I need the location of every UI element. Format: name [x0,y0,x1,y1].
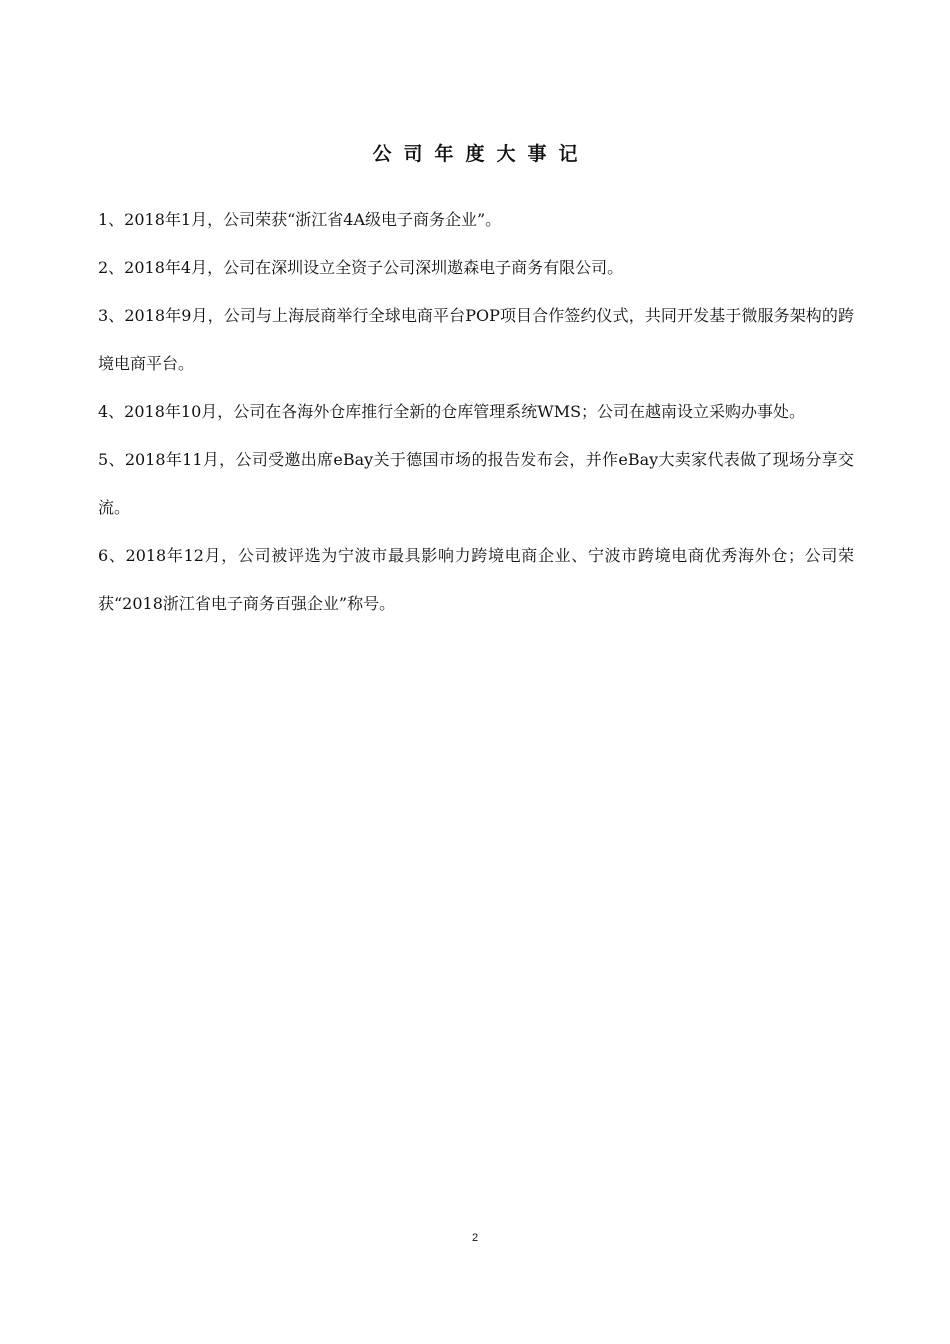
event-item-1: 1、2018年1月，公司荣获“浙江省4A级电子商务企业”。 [98,210,502,229]
event-item-6: 6、2018年12月，公司被评选为宁波市最具影响力跨境电商企业、宁波市跨境电商优秀海外仓；公司荣获“2018浙江省电子商务百强企业”称号。 [98,546,854,613]
event-item-4: 4、2018年10月，公司在各海外仓库推行全新的仓库管理系统WMS；公司在越南设立采购办事处。 [98,402,806,421]
event-list [98,196,854,628]
event-item-3: 3、2018年9月，公司与上海辰商举行全球电商平台POP项目合作签约仪式，共同开发基于微服务架构的跨境电商平台。 [98,306,854,373]
event-item-2: 2、2018年4月，公司在深圳设立全资子公司深圳遨森电子商务有限公司。 [98,258,624,277]
page-number: 2 [471,1232,479,1244]
page-title: 公司年度大事记 [372,142,590,165]
event-item-5: 5、2018年11月，公司受邀出席eBay关于德国市场的报告发布会，并作eBay大卖家代表做了现场分享交流。 [98,450,854,517]
